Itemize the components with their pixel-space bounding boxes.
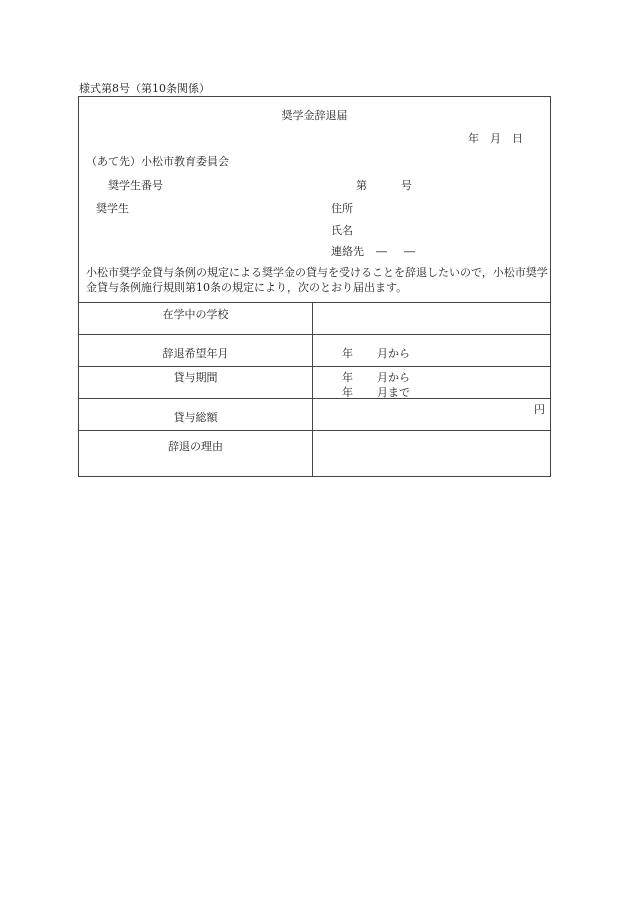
table-top-divider — [79, 302, 550, 303]
form-title: 奨学金辞退届 — [281, 109, 348, 122]
loan-from-year-unit: 年 — [342, 371, 353, 384]
form-number: 様式第8号（第10条関係） — [79, 82, 210, 95]
declaration-text: 小松市奨学金貸与条例の規定による奨学金の貸与を受けることを辞退したいので，小松市奨学金貸与条例施行規則第10条の規定により，次のとおり届出ます。 — [86, 266, 548, 294]
loan-from-month-unit: 月から — [377, 371, 410, 384]
column-divider — [312, 302, 313, 476]
withdrawal-year-unit: 年 — [342, 347, 353, 360]
date-line: 年 月 日 — [468, 132, 523, 145]
loan-to-month-unit: 月まで — [377, 386, 410, 399]
contact-value: ― ― — [376, 245, 418, 258]
row-divider — [79, 366, 550, 367]
row-divider — [79, 398, 550, 399]
addressee: （あて先）小松市教育委員会 — [86, 155, 229, 168]
withdrawal-date-label: 辞退希望年月 — [162, 347, 229, 360]
name-label: 氏名 — [331, 224, 353, 237]
number-suffix: 号 — [401, 179, 412, 192]
withdrawal-month-unit: 月から — [377, 347, 410, 360]
loan-to-year-unit: 年 — [342, 386, 353, 399]
row-divider — [79, 430, 550, 431]
number-prefix: 第 — [356, 179, 367, 192]
scholarship-number-label: 奨学生番号 — [108, 179, 163, 192]
address-label: 住所 — [331, 202, 353, 215]
withdrawal-form — [78, 96, 551, 477]
reason-label: 辞退の理由 — [168, 440, 223, 453]
student-label: 奨学生 — [96, 202, 129, 215]
current-school-label: 在学中の学校 — [162, 308, 229, 321]
total-amount-label: 貸与総額 — [173, 411, 218, 424]
row-divider — [79, 334, 550, 335]
yen-unit: 円 — [534, 403, 545, 416]
contact-label: 連絡先 — [331, 245, 364, 258]
loan-period-label: 貸与期間 — [173, 371, 218, 384]
